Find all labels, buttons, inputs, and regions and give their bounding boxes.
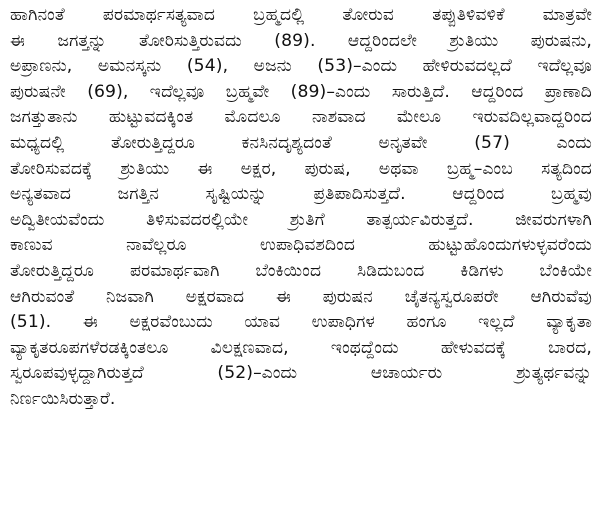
text-line: ಸ್ವರೂಪವುಳ್ಳದ್ದಾಗಿರುತ್ತದೆ (52)–ಎಂದು ಆಚಾರ್ಯರು ಶ್ರುತ್ಯರ್ಥವನ್ನು	[10, 363, 592, 384]
text-line: ಪುರುಷನೇ (69), ಇದೆಲ್ಲವೂ ಬ್ರಹ್ಮವೇ (89)–ಎಂದು ಸಾರುತ್ತಿದೆ. ಆದ್ದರಿಂದ ಪ್ರಾಣಾದಿ	[10, 81, 592, 102]
text-line: ಅಪ್ರಾಣನು, ಅಮನಸ್ಕನು (54), ಅಜನು (53)–ಎಂದು ಹೇಳಿರುವದಲ್ಲದೆ ಇದೆಲ್ಲವೂ	[10, 56, 592, 77]
text-line: (51). ಈ ಅಕ್ಷರವೆಂಬುದು ಯಾವ ಉಪಾಧಿಗಳ ಹಂಗೂ ಇಲ್ಲದೆ ವ್ಯಾಕೃತಾ	[10, 312, 592, 333]
body-paragraph	[10, 3, 592, 413]
text-line-final: ನಿರ್ಣಯಿಸಿರುತ್ತಾರೆ.	[10, 388, 116, 409]
text-line: ಜಗತ್ತುತಾನು ಹುಟ್ಟುವದಕ್ಕಿಂತ ಮೊದಲೂ ನಾಶವಾದ ಮೇಲೂ ಇರುವದಿಲ್ಲವಾದ್ದರಿಂದ	[10, 107, 592, 128]
text-line: ಮಧ್ಯದಲ್ಲಿ ತೋರುತ್ತಿದ್ದರೂ ಕನಸಿನದೃಶ್ಯದಂತೆ ಅನೃತವೇ (57) ಎಂದು	[10, 132, 592, 153]
text-line: ಆಗಿರುವಂತೆ ನಿಜವಾಗಿ ಅಕ್ಷರವಾದ ಈ ಪುರುಷನ ಚೈತನ್ಯಸ್ವರೂಪರೇ ಆಗಿರುವೆವು	[10, 286, 592, 307]
text-line: ಹಾಗಿನಂತೆ ಪರಮಾರ್ಥಸತ್ಯವಾದ ಬ್ರಹ್ಮದಲ್ಲಿ ತೋರುವ ತಪ್ಪುತಿಳಿವಳಿಕೆ ಮಾತ್ರವೇ	[10, 5, 592, 25]
text-line: ತೋರಿಸುವದಕ್ಕೆ ಶ್ರುತಿಯು ಈ ಅಕ್ಷರ, ಪುರುಷ, ಅಥವಾ ಬ್ರಹ್ಮ–ಎಂಬ ಸತ್ಯದಿಂದ	[10, 158, 592, 179]
text-line: ಅದ್ವಿತೀಯವೆಂದು ತಿಳಿಸುವದರಲ್ಲಿಯೇ ಶ್ರುತಿಗೆ ತಾತ್ಪರ್ಯವಿರುತ್ತದೆ. ಜೀವರುಗಳಾಗಿ	[10, 209, 592, 230]
text-line: ಕಾಣುವ ನಾವೆಲ್ಲರೂ ಉಪಾಧಿವಶದಿಂದ ಹುಟ್ಟುಹೊಂದುಗಳುಳ್ಳವರೆಂದು	[10, 235, 592, 256]
text-line: ವ್ಯಾಕೃತರೂಪಗಳೆರಡಕ್ಕಿಂತಲೂ ವಿಲಕ್ಷಣವಾದ, ಇಂಥದ್ದೆಂದು ಹೇಳುವದಕ್ಕೆ ಬಾರದ,	[10, 337, 592, 358]
text-line: ತೋರುತ್ತಿದ್ದರೂ ಪರಮಾರ್ಥವಾಗಿ ಬೆಂಕಿಯಿಂದ ಸಿಡಿದುಬಂದ ಕಿಡಿಗಳು ಬೆಂಕಿಯೇ	[10, 260, 592, 281]
text-line: ಈ ಜಗತ್ತನ್ನು ತೋರಿಸುತ್ತಿರುವದು (89). ಆದ್ದರಿಂದಲೇ ಶ್ರುತಿಯು ಪುರುಷನು,	[10, 30, 592, 51]
text-line: ಅನ್ಯತವಾದ ಜಗತ್ತಿನ ಸೃಷ್ಟಿಯನ್ನು ಪ್ರತಿಪಾದಿಸುತ್ತದೆ. ಆದ್ದರಿಂದ ಬ್ರಹ್ಮವು	[10, 184, 592, 205]
